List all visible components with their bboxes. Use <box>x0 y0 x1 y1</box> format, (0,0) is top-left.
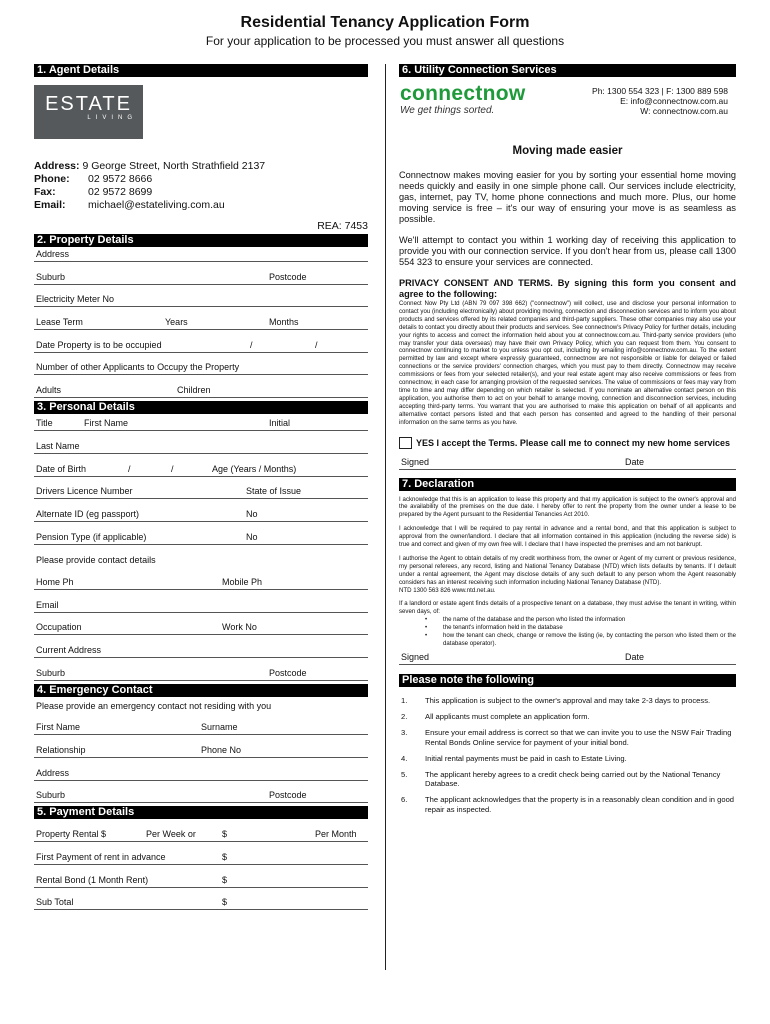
declaration-signature-field[interactable] <box>399 648 736 665</box>
field-label: Property Rental $ <box>36 829 107 840</box>
column-divider <box>385 64 386 970</box>
field-label: Address <box>36 249 70 259</box>
field-label: Suburb <box>36 667 66 678</box>
list-item <box>399 770 736 788</box>
sub-total-field[interactable] <box>34 888 368 911</box>
note-number: 4. <box>401 753 408 763</box>
licence-field[interactable] <box>34 477 368 500</box>
note-text: The applicant hereby agrees to a credit check being carried out by the National Tenancy Database. <box>425 769 721 789</box>
declaration-paragraph: I acknowledge that I will be required to pay rental in advance and a rental bond, and that this application is subject to approval from the owner/landlord. I declare that all information contained in this application (including the reverse side) is true and correct and given of my own free will. I declare that I have inspected the premises and am not bankrupt. <box>399 525 736 549</box>
logo-text-living: LIVING <box>87 115 137 121</box>
estate-living-logo <box>34 85 143 139</box>
field-label: Signed <box>401 456 430 467</box>
agent-email: michael@estateliving.com.au <box>88 199 225 211</box>
occupation-field[interactable] <box>34 613 368 636</box>
connectnow-contact <box>592 86 728 116</box>
first-payment-field[interactable] <box>34 842 368 865</box>
rental-bond-field[interactable] <box>34 865 368 888</box>
date-occupied-field[interactable] <box>34 330 368 353</box>
form-title: Residential Tenancy Application Form <box>240 14 530 31</box>
field-label: Initial <box>269 418 291 429</box>
declaration-body <box>399 496 736 648</box>
date-slash: / <box>128 463 131 474</box>
note-text: All applicants must complete an application form. <box>425 712 590 722</box>
fax-label: Fax: <box>34 186 56 198</box>
utility-signature-field[interactable] <box>399 449 736 470</box>
agent-fax: 02 9572 8699 <box>88 186 153 198</box>
declaration-paragraph: If a landlord or estate agent finds details of a prospective tenant on a database, they must advise the tenant in writing, within seven days, of: <box>399 600 736 616</box>
list-item: • how the tenant can check, change or remove the listing (ie, by contacting the person who listed them or the database operator). <box>443 632 736 648</box>
field-label: Months <box>269 317 299 328</box>
connectnow-phone: Ph: 1300 554 323 | F: 1300 889 598 <box>592 86 728 96</box>
list-item <box>399 754 736 763</box>
field-label: Postcode <box>269 271 307 282</box>
emergency-relationship-field[interactable] <box>34 735 368 758</box>
field-label: Electricity Meter No <box>36 294 115 305</box>
accept-checkbox[interactable] <box>399 437 412 449</box>
email-field[interactable] <box>34 590 368 613</box>
emergency-contact-heading: 4. Emergency Contact <box>34 684 368 697</box>
database-bullets <box>443 616 736 648</box>
phone-field[interactable] <box>34 567 368 590</box>
last-name-field[interactable] <box>34 431 368 454</box>
list-item <box>399 712 736 721</box>
field-label: State of Issue <box>246 486 302 497</box>
alt-id-field[interactable] <box>34 499 368 522</box>
field-label: Alternate ID (eg passport) <box>36 508 140 519</box>
list-item: • the tenant's information held in the database <box>443 624 736 632</box>
property-suburb-field[interactable] <box>34 262 368 285</box>
field-label: Date <box>625 651 645 662</box>
date-slash: / <box>315 339 318 350</box>
field-label: Please provide an emergency contact not residing with you <box>36 700 272 711</box>
declaration-paragraph: I acknowledge that this is an application to lease this property and that my application is subject to the owner's approval and the availability of the premises on the due date. I hereby offer to rent the property from the owner under a lease to be prepared by the Agent pursuant to the Residential Tenancies Act 2010. <box>399 495 736 519</box>
accept-label: YES I accept the Terms. Please call me to connect my new home services <box>416 437 730 448</box>
dollar-sign: $ <box>222 829 228 840</box>
field-label: Per Month <box>315 829 357 840</box>
connectnow-email: E: info@connectnow.com.au <box>620 96 728 106</box>
connectnow-web: W: connectnow.com.au <box>640 106 728 116</box>
field-label: Sub Total <box>36 897 74 908</box>
adults-children-field[interactable] <box>34 375 368 398</box>
lease-term-field[interactable] <box>34 307 368 330</box>
emergency-suburb-field[interactable] <box>34 781 368 804</box>
agent-phone: 02 9572 8666 <box>88 173 153 185</box>
ntd-contact: NTD 1300 563 826 www.ntd.net.au. <box>399 586 496 594</box>
notes-list <box>399 696 736 814</box>
agent-address: 9 George Street, North Strathfield 2137 <box>82 160 266 172</box>
date-slash: / <box>250 339 253 350</box>
field-label: Suburb <box>36 271 66 282</box>
list-item <box>399 728 736 746</box>
current-address-field[interactable] <box>34 635 368 658</box>
dollar-sign: $ <box>222 874 228 885</box>
electricity-meter-field[interactable] <box>34 285 368 308</box>
form-subtitle: For your application to be processed you must answer all questions <box>205 34 565 48</box>
field-label: Surname <box>201 722 238 733</box>
field-label: Date of Birth <box>36 463 87 474</box>
note-text: This application is subject to the owner's approval and may take 2-3 days to process. <box>425 695 711 705</box>
declaration-heading: 7. Declaration <box>399 478 736 491</box>
dollar-sign: $ <box>222 851 228 862</box>
left-column <box>34 64 368 910</box>
note-number: 1. <box>401 695 408 705</box>
agent-contact-block <box>34 160 368 212</box>
note-text: Initial rental payments must be paid in cash to Estate Living. <box>425 753 627 763</box>
field-label: Relationship <box>36 745 86 756</box>
list-item <box>399 696 736 705</box>
field-label: Number of other Applicants to Occupy the Property <box>36 362 240 373</box>
logo-text-estate: ESTATE <box>45 93 132 115</box>
field-label: First Payment of rent in advance <box>36 851 166 862</box>
field-label: Lease Term <box>36 317 83 328</box>
field-label: No <box>246 531 258 542</box>
note-number: 6. <box>401 795 408 805</box>
field-label: No <box>246 508 258 519</box>
connectnow-contact-note: We'll attempt to contact you within 1 working day of receiving this application to provide you with our connection service. If you don't hear from us, please call 1300 554 323 to ensure your services are connected. <box>399 235 736 267</box>
field-label: Age (Years / Months) <box>212 463 297 474</box>
note-number: 5. <box>401 769 408 779</box>
connectnow-logo <box>400 83 526 116</box>
declaration-paragraph: I authorise the Agent to obtain details of my credit worthiness from, the owner or Agent of my current or previous residence, my personal referees, any record, listing and National Tenancy Database (NTD) which lists defaults by tenants. If I default under a rental agreement, the Agent may disclose details of any such default to any person whom the Agent reasonably considers has an interest receiving such information including National Tenancy Database (NTD). <box>399 554 736 586</box>
connectnow-intro: Connectnow makes moving easier for you by sorting your essential home moving needs quickly and easily in one simple phone call. Our services include electricity, gas, internet, pay TV, home phone connections and much more. Plus, our home moving service is free – it's our way of ensuring your move is as seamless as possible. <box>399 170 736 224</box>
field-label: Rental Bond (1 Month Rent) <box>36 874 149 885</box>
contact-details-label <box>34 545 368 568</box>
field-label: Children <box>177 385 211 396</box>
field-label: First Name <box>84 418 129 429</box>
current-suburb-field[interactable] <box>34 658 368 681</box>
property-details-heading: 2. Property Details <box>34 234 368 247</box>
pension-field[interactable] <box>34 522 368 545</box>
agent-details-heading: 1. Agent Details <box>34 64 368 77</box>
field-label: Home Ph <box>36 576 74 587</box>
payment-details-heading: 5. Payment Details <box>34 806 368 819</box>
email-label: Email: <box>34 199 66 211</box>
field-label: Current Address <box>36 645 102 655</box>
field-label: Title <box>36 418 53 429</box>
field-label: Occupation <box>36 622 82 633</box>
field-label: Years <box>165 317 188 328</box>
note-text: The applicant acknowledges that the property is in a reasonably clean condition and in good repair as inspected. <box>425 795 735 814</box>
phone-label: Phone: <box>34 173 70 185</box>
field-label: Date Property is to be occupied <box>36 339 162 350</box>
field-label: Signed <box>401 651 430 662</box>
list-item: • the name of the database and the person who listed the information <box>443 616 736 624</box>
field-label: Drivers Licence Number <box>36 486 133 497</box>
privacy-terms: Connect Now Pty Ltd (ABN 79 097 398 662) ("connectnow") will collect, use and disclose your personal information to contact you (including electronically) about providing moving, connection and disconnection services and to inform you about products and services offered by its related companies and third-party suppliers. These other companies may also use your details to contact you directly about their products and services. See connectnow's Privacy Policy for further details, including your rights to access and correct the information held about you at connectnow.com.au. Third-party service providers (who may transfer your data overseas) may have their own Privacy Policy, which you can request from them. You consent to connectnow continuing to market to you unless you opt out, including by emailing info@connectnow.com.au. To the extent permitted by law and except where expressly guaranteed, connectnow are not responsible or liable for delayed or failed connections or the service providers' connection charges, which you must pay to them directly. Connectnow may receive commissions or fees from your selected retailer(s), and your real estate agent may also receive commissions or fees from connectnow, in each case for arranging provision of the requested services. The value of commissions or fees may vary from time to time and may differ depending on which retailer is selected. If you nominate an alternative contact person on this application, you authorise them to act on your behalf to arrange moving, connection and disconnection services, including accepting third-party terms. You warrant that you are authorised to make this application on behalf of all applicants and alternative contact persons listed and that each person has consented and agreed to the handling of their personal information on the same terms as you have. <box>399 300 736 426</box>
notes-heading: Please note the following <box>399 674 736 687</box>
field-label: Postcode <box>269 790 307 801</box>
field-label: Work No <box>222 622 257 633</box>
emergency-name-field[interactable] <box>34 713 368 736</box>
field-label: Date <box>625 456 645 467</box>
property-address-field[interactable] <box>34 247 368 262</box>
connectnow-logo-text: connectnow <box>400 82 526 105</box>
field-label: Per Week or <box>146 829 196 840</box>
field-label: Postcode <box>269 667 307 678</box>
list-item <box>399 795 736 813</box>
num-applicants-field[interactable] <box>34 353 368 376</box>
field-label: Last Name <box>36 440 80 451</box>
field-label: Suburb <box>36 790 66 801</box>
moving-heading: Moving made easier <box>512 145 623 157</box>
connectnow-tagline: We get things sorted. <box>400 105 495 116</box>
field-label: Mobile Ph <box>222 576 263 587</box>
right-column <box>399 64 736 821</box>
name-title-field[interactable] <box>34 414 368 431</box>
personal-details-heading: 3. Personal Details <box>34 401 368 414</box>
field-label: Adults <box>36 385 62 396</box>
field-label: First Name <box>36 722 81 733</box>
field-label: Email <box>36 599 59 610</box>
field-label: Address <box>36 767 70 778</box>
field-label: Phone No <box>201 745 242 756</box>
note-number: 2. <box>401 712 408 722</box>
privacy-heading: PRIVACY CONSENT AND TERMS. By signing this form you consent and agree to the following: <box>399 278 736 299</box>
address-label: Address: <box>34 160 80 172</box>
accept-terms[interactable] <box>399 438 736 449</box>
connectnow-header <box>399 77 736 121</box>
date-slash: / <box>171 463 174 474</box>
dollar-sign: $ <box>222 897 228 908</box>
property-rental-field[interactable] <box>34 819 368 842</box>
rea-number: REA: 7453 <box>317 220 368 232</box>
field-label: Please provide contact details <box>36 555 156 566</box>
note-text: Ensure your email address is correct so that we can invite you to use the NSW Fair Trading Rental Bonds Online service for payment of your initial bond. <box>425 728 732 747</box>
field-label: Pension Type (if applicable) <box>36 531 147 542</box>
emergency-address-field[interactable] <box>34 758 368 781</box>
emergency-intro <box>34 697 368 713</box>
utility-services-heading: 6. Utility Connection Services <box>399 64 736 77</box>
dob-field[interactable] <box>34 454 368 477</box>
note-number: 3. <box>401 728 408 738</box>
